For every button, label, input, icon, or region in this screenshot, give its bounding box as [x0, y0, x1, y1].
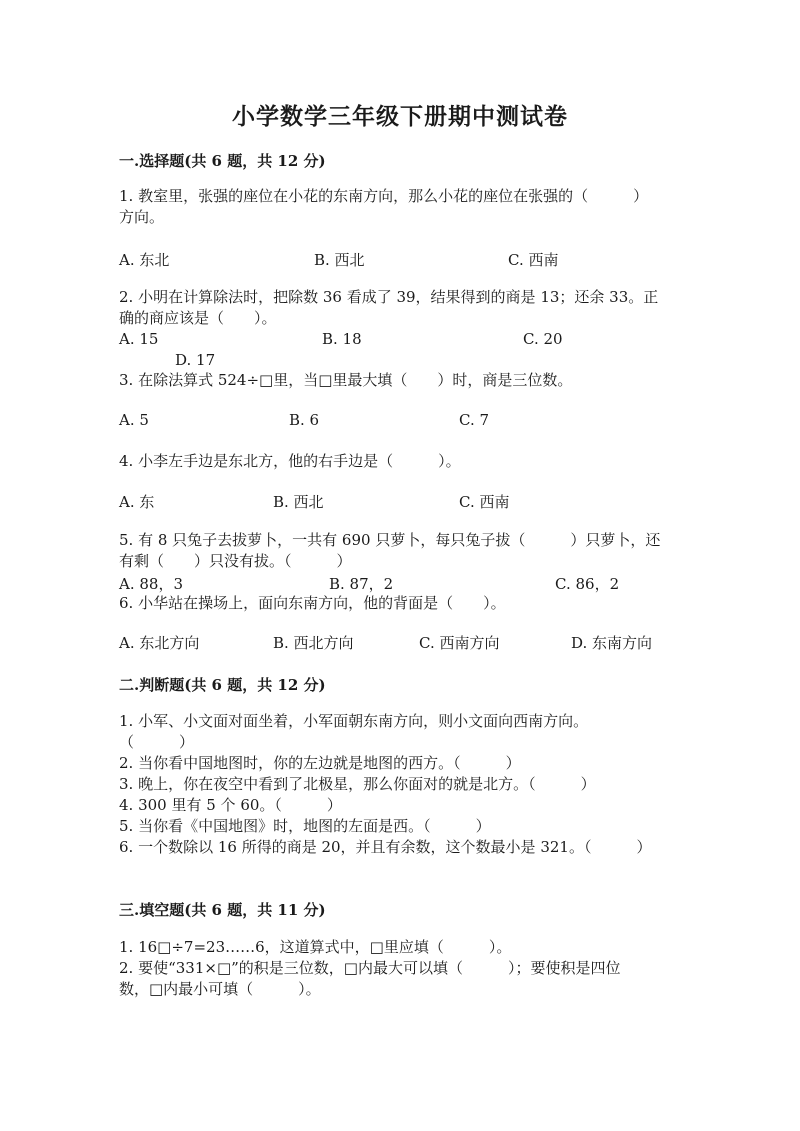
option-c: C. 西南 — [459, 493, 510, 511]
option-c: C. 西南 — [508, 251, 559, 269]
question-text: 6. 小华站在操场上，面向东南方向，他的背面是（ ）。 — [119, 594, 506, 612]
option-b: B. 西北 — [273, 493, 324, 511]
question-text: 2. 小明在计算除法时，把除数 36 看成了 39，结果得到的商是 13；还余 33。正 — [119, 288, 659, 306]
option-c: C. 西南方向 — [419, 634, 500, 652]
section-heading-choice: 一.选择题(共 6 题，共 12 分) — [119, 152, 326, 170]
section-heading-fill-blank: 三.填空题(共 6 题，共 11 分) — [119, 901, 326, 919]
fill-blank-item: 1. 16□÷7=23……6，这道算式中，□里应填（ ）。 — [119, 938, 512, 956]
question-text: 1. 教室里，张强的座位在小花的东南方向，那么小花的座位在张强的（ ） — [119, 187, 649, 205]
option-b: B. 6 — [289, 411, 320, 429]
option-a: A. 东 — [119, 493, 155, 511]
question-text: 4. 小李左手边是东北方，他的右手边是（ ）。 — [119, 452, 461, 470]
question-text: 5. 有 8 只兔子去拔萝卜，一共有 690 只萝卜，每只兔子拔（ ）只萝卜，还 — [119, 531, 661, 549]
question-text: 3. 在除法算式 524÷□里，当□里最大填（ ）时，商是三位数。 — [119, 371, 573, 389]
option-b: B. 西北 — [314, 251, 365, 269]
option-a: A. 5 — [119, 411, 149, 429]
answer-blank: （ ） — [119, 733, 195, 751]
page-title: 小学数学三年级下册期中测试卷 — [232, 103, 568, 130]
judgment-item: 4. 300 里有 5 个 60。（ ） — [119, 796, 342, 814]
judgment-item: 1. 小军、小文面对面坐着，小军面朝东南方向，则小文面向西南方向。 — [119, 712, 589, 730]
judgment-item: 6. 一个数除以 16 所得的商是 20，并且有余数，这个数最小是 321。（ ） — [119, 838, 652, 856]
option-b: B. 18 — [322, 330, 362, 348]
option-c: C. 20 — [523, 330, 563, 348]
option-d: D. 东南方向 — [571, 634, 653, 652]
question-text: 方向。 — [119, 208, 165, 226]
section-heading-judgment: 二.判断题(共 6 题，共 12 分) — [119, 676, 326, 694]
option-c: C. 86，2 — [555, 575, 620, 593]
fill-blank-item: 2. 要使“331×□”的积是三位数，□内最大可以填（ ）；要使积是四位 — [119, 959, 621, 977]
option-d: D. 17 — [175, 351, 216, 369]
option-b: B. 87，2 — [329, 575, 394, 593]
fill-blank-item: 数，□内最小可填（ ）。 — [119, 980, 321, 998]
option-a: A. 东北 — [119, 251, 170, 269]
option-c: C. 7 — [459, 411, 490, 429]
option-a: A. 东北方向 — [119, 634, 200, 652]
judgment-item: 2. 当你看中国地图时，你的左边就是地图的西方。（ ） — [119, 754, 521, 772]
judgment-item: 3. 晚上，你在夜空中看到了北极星，那么你面对的就是北方。（ ） — [119, 775, 596, 793]
option-a: A. 15 — [119, 330, 159, 348]
question-text: 确的商应该是（ ）。 — [119, 309, 277, 327]
option-a: A. 88，3 — [119, 575, 183, 593]
option-b: B. 西北方向 — [273, 634, 354, 652]
judgment-item: 5. 当你看《中国地图》时，地图的左面是西。（ ） — [119, 817, 491, 835]
question-text: 有剩（ ）只没有拔。（ ） — [119, 552, 352, 570]
